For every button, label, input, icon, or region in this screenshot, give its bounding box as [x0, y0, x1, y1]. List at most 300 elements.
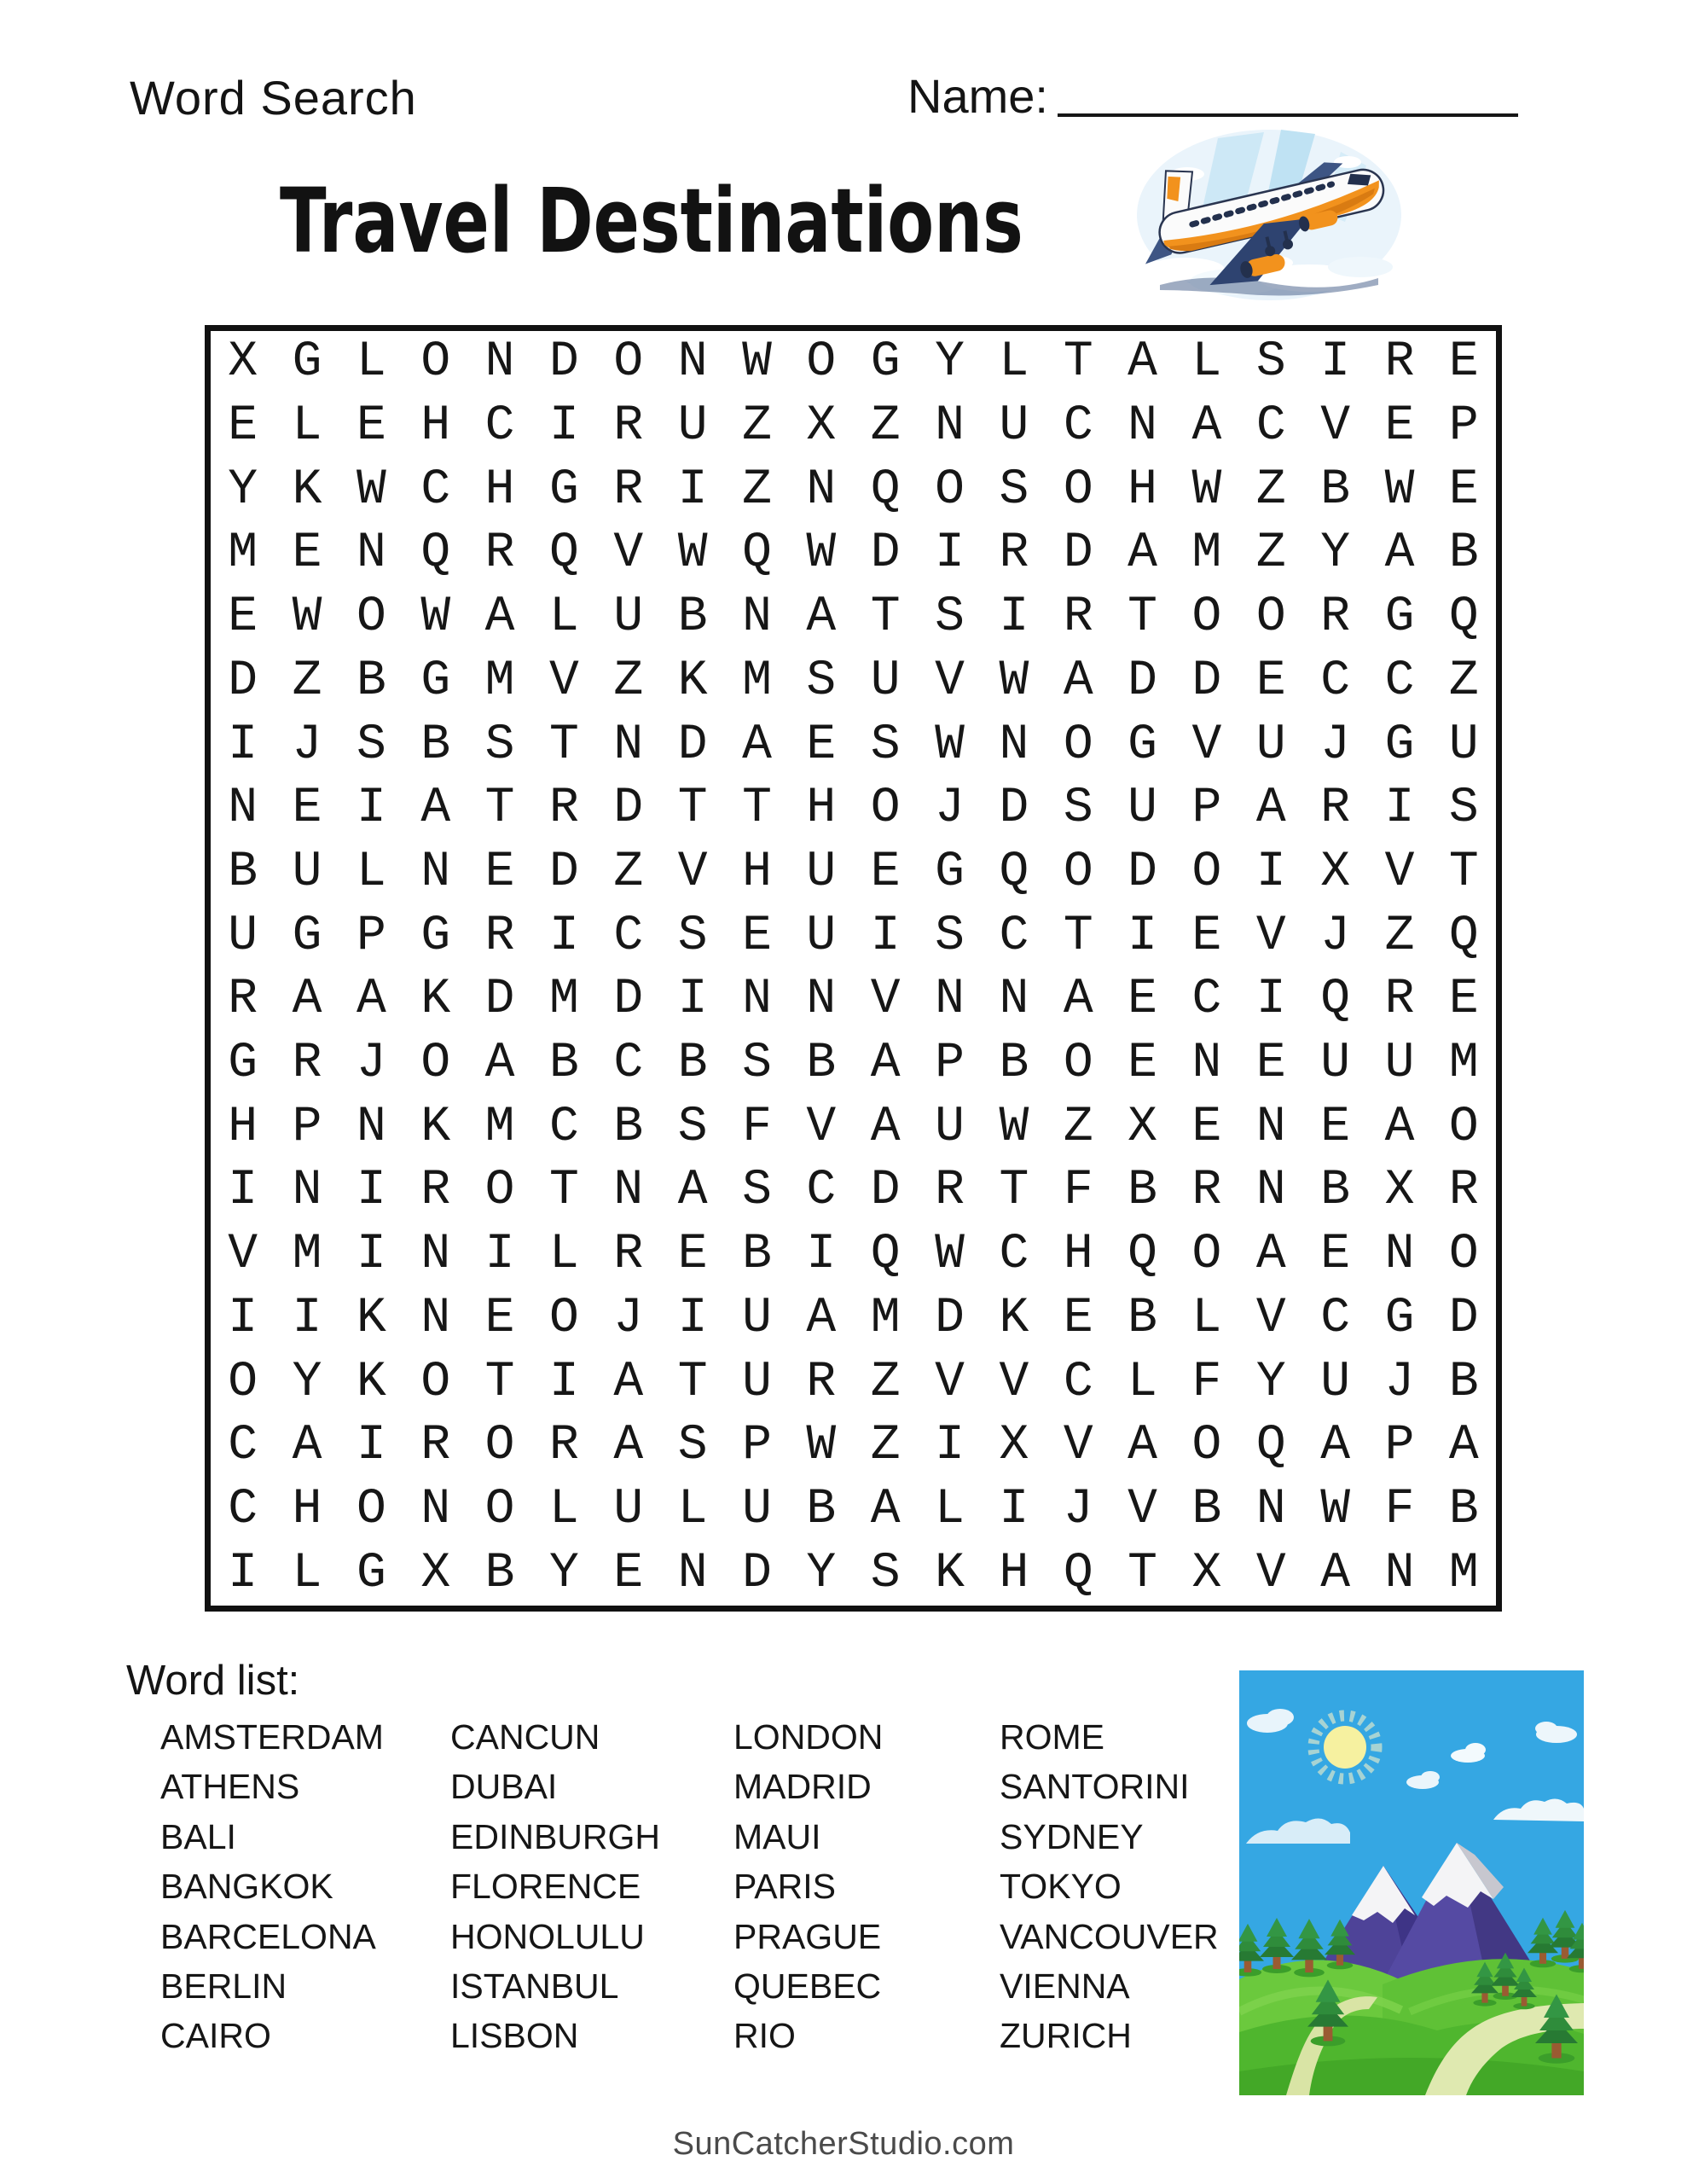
grid-letter: Z	[1448, 653, 1479, 709]
grid-letter: P	[1384, 1418, 1415, 1474]
grid-letter: E	[1255, 1036, 1286, 1092]
grid-letter: F	[1063, 1163, 1093, 1219]
word-list-item: BANGKOK	[160, 1867, 333, 1907]
grid-letter: T	[999, 1163, 1029, 1219]
grid-letter: Z	[870, 1354, 901, 1410]
grid-letter: S	[742, 1163, 772, 1219]
grid-letter: A	[292, 972, 322, 1028]
grid-letter: S	[742, 1036, 772, 1092]
grid-letter: T	[1448, 844, 1479, 900]
grid-letter: D	[935, 1290, 965, 1346]
grid-letter: L	[549, 1227, 579, 1283]
grid-letter: J	[1320, 717, 1351, 773]
grid-letter: V	[1255, 1290, 1286, 1346]
grid-letter: L	[1191, 334, 1222, 391]
grid-letter: T	[549, 717, 579, 773]
grid-letter: L	[1128, 1354, 1157, 1410]
grid-letter: S	[935, 908, 965, 964]
grid-letter: B	[677, 590, 708, 646]
grid-letter: E	[1255, 653, 1286, 709]
grid-letter: Y	[549, 1545, 579, 1601]
word-list-item: LISBON	[450, 2016, 579, 2056]
grid-letter: N	[742, 972, 772, 1028]
grid-letter: H	[484, 462, 515, 518]
grid-letter: S	[1255, 334, 1286, 391]
grid-letter: L	[356, 844, 386, 900]
grid-letter: E	[806, 717, 837, 773]
grid-letter: I	[228, 1163, 258, 1219]
grid-letter: C	[999, 908, 1029, 964]
grid-letter: E	[1448, 462, 1479, 518]
grid-letter: L	[549, 590, 579, 646]
grid-letter: U	[742, 1290, 772, 1346]
grid-letter: E	[1063, 1290, 1093, 1346]
grid-letter: G	[1384, 590, 1415, 646]
grid-letter: O	[1448, 1099, 1479, 1155]
name-blank-line	[1058, 113, 1518, 117]
grid-letter: N	[1255, 1163, 1286, 1219]
grid-letter: S	[935, 590, 965, 646]
word-list-item: VIENNA	[1000, 1966, 1130, 2006]
grid-letter: C	[1191, 972, 1222, 1028]
grid-letter: U	[677, 398, 708, 455]
grid-letter: J	[292, 717, 322, 773]
grid-letter: D	[549, 844, 579, 900]
grid-letter: Q	[1063, 1545, 1093, 1601]
grid-letter: I	[1255, 844, 1286, 900]
grid-letter: Q	[999, 844, 1029, 900]
grid-letter: D	[870, 1163, 901, 1219]
grid-letter: Q	[1448, 908, 1479, 964]
grid-letter: R	[613, 462, 644, 518]
grid-letter: L	[292, 1545, 322, 1601]
grid-letter: B	[1320, 1163, 1351, 1219]
grid-letter: E	[1320, 1227, 1351, 1283]
word-list-item: PARIS	[733, 1867, 836, 1907]
grid-letter: L	[1191, 1290, 1222, 1346]
grid-letter: D	[613, 781, 644, 837]
grid-letter: Q	[549, 526, 579, 582]
grid-letter: F	[1384, 1481, 1415, 1537]
grid-letter: E	[1191, 908, 1222, 964]
grid-letter: S	[677, 1418, 708, 1474]
grid-letter: V	[935, 1354, 965, 1410]
grid-letter: R	[806, 1354, 837, 1410]
grid-letter: I	[228, 1545, 258, 1601]
word-list-item: QUEBEC	[733, 1966, 882, 2006]
grid-letter: A	[806, 590, 837, 646]
grid-letter: B	[1191, 1481, 1222, 1537]
grid-letter: L	[356, 334, 386, 391]
grid-letter: T	[1063, 334, 1093, 391]
grid-letter: Q	[1128, 1227, 1157, 1283]
grid-letter: K	[292, 462, 322, 518]
grid-letter: G	[292, 334, 322, 391]
grid-letter: R	[613, 1227, 644, 1283]
grid-letter: A	[1128, 1418, 1157, 1474]
mountain-landscape-illustration	[1239, 1670, 1584, 2095]
grid-letter: M	[742, 653, 772, 709]
grid-letter: N	[677, 334, 708, 391]
grid-letter: W	[1384, 462, 1415, 518]
grid-letter: G	[870, 334, 901, 391]
grid-letter: I	[1384, 781, 1415, 837]
grid-letter: I	[356, 781, 386, 837]
grid-letter: X	[1320, 844, 1351, 900]
grid-letter: T	[677, 1354, 708, 1410]
grid-letter: D	[613, 972, 644, 1028]
grid-letter: U	[613, 1481, 644, 1537]
grid-letter: A	[1320, 1545, 1351, 1601]
grid-letter: Y	[292, 1354, 322, 1410]
grid-letter: E	[677, 1227, 708, 1283]
airplane-illustration	[1134, 126, 1404, 304]
word-list-item: LONDON	[733, 1717, 884, 1757]
grid-letter: O	[1191, 1418, 1222, 1474]
grid-letter: Z	[292, 653, 322, 709]
grid-letter: D	[1128, 653, 1157, 709]
grid-letter: K	[420, 1099, 451, 1155]
grid-letter: W	[1191, 462, 1222, 518]
grid-letter: H	[292, 1481, 322, 1537]
grid-letter: N	[999, 972, 1029, 1028]
grid-letter: A	[356, 972, 386, 1028]
grid-letter: O	[1448, 1227, 1479, 1283]
grid-letter: O	[935, 462, 965, 518]
grid-letter: V	[613, 526, 644, 582]
grid-letter: N	[420, 844, 451, 900]
grid-letter: E	[292, 781, 322, 837]
grid-letter: M	[1191, 526, 1222, 582]
grid-letter: I	[677, 1290, 708, 1346]
grid-letter: J	[356, 1036, 386, 1092]
grid-letter: A	[613, 1354, 644, 1410]
grid-letter: O	[1255, 590, 1286, 646]
grid-letter: W	[420, 590, 451, 646]
letter-grid	[205, 325, 1502, 1612]
grid-letter: O	[356, 1481, 386, 1537]
grid-letter: A	[870, 1481, 901, 1537]
word-list-item: BARCELONA	[160, 1916, 376, 1956]
grid-letter: S	[806, 653, 837, 709]
grid-letter: N	[613, 717, 644, 773]
grid-letter: B	[613, 1099, 644, 1155]
grid-letter: N	[292, 1163, 322, 1219]
grid-letter: I	[1255, 972, 1286, 1028]
word-list-column	[160, 1712, 384, 2061]
grid-letter: D	[1063, 526, 1093, 582]
grid-letter: F	[1191, 1354, 1222, 1410]
grid-letter: Z	[1255, 462, 1286, 518]
word-list-item: AMSTERDAM	[160, 1717, 384, 1757]
grid-letter: O	[1063, 1036, 1093, 1092]
grid-letter: I	[549, 908, 579, 964]
grid-letter: W	[999, 1099, 1029, 1155]
grid-letter: L	[999, 334, 1029, 391]
grid-letter: B	[228, 844, 258, 900]
grid-letter: R	[1448, 1163, 1479, 1219]
grid-letter: R	[999, 526, 1029, 582]
grid-letter: N	[1191, 1036, 1222, 1092]
grid-letter: E	[1128, 972, 1157, 1028]
grid-letter: G	[420, 908, 451, 964]
grid-letter: C	[484, 398, 515, 455]
grid-letter: H	[420, 398, 451, 455]
grid-letter: E	[356, 398, 386, 455]
grid-letter: C	[999, 1227, 1029, 1283]
grid-letter: H	[742, 844, 772, 900]
word-list-item: VANCOUVER	[1000, 1916, 1219, 1956]
grid-letter: U	[1384, 1036, 1415, 1092]
grid-letter: K	[677, 653, 708, 709]
grid-letter: Z	[1255, 526, 1286, 582]
word-list-item: EDINBURGH	[450, 1816, 661, 1856]
grid-letter: S	[1063, 781, 1093, 837]
grid-letter: T	[1063, 908, 1093, 964]
word-list-label: Word list:	[126, 1658, 300, 1704]
grid-letter: U	[1448, 717, 1479, 773]
grid-letter: A	[613, 1418, 644, 1474]
grid-letter: A	[484, 590, 515, 646]
grid-letter: K	[935, 1545, 965, 1601]
grid-letter: N	[1128, 398, 1157, 455]
grid-letter: E	[292, 526, 322, 582]
grid-letter: C	[1063, 1354, 1093, 1410]
grid-letter: E	[1128, 1036, 1157, 1092]
grid-letter: Z	[870, 398, 901, 455]
word-list-item: ZURICH	[1000, 2016, 1132, 2056]
grid-letter: A	[1384, 526, 1415, 582]
grid-letter: E	[870, 844, 901, 900]
grid-letter: C	[228, 1481, 258, 1537]
grid-letter: I	[228, 717, 258, 773]
grid-letter: A	[1448, 1418, 1479, 1474]
grid-letter: Z	[613, 653, 644, 709]
grid-letter: U	[806, 844, 837, 900]
word-list-item: RIO	[733, 2016, 796, 2056]
grid-letter: K	[356, 1354, 386, 1410]
grid-letter: V	[1063, 1418, 1093, 1474]
grid-letter: G	[1128, 717, 1157, 773]
grid-letter: S	[356, 717, 386, 773]
grid-letter: P	[935, 1036, 965, 1092]
grid-letter: X	[999, 1418, 1029, 1474]
grid-letter: N	[1255, 1099, 1286, 1155]
grid-letter: F	[742, 1099, 772, 1155]
grid-letter: A	[1063, 653, 1093, 709]
grid-letter: T	[484, 781, 515, 837]
grid-letter: O	[420, 1354, 451, 1410]
grid-letter: G	[549, 462, 579, 518]
grid-letter: C	[806, 1163, 837, 1219]
grid-letter: E	[742, 908, 772, 964]
grid-letter: O	[1063, 844, 1093, 900]
grid-letter: V	[999, 1354, 1029, 1410]
grid-letter: G	[292, 908, 322, 964]
worksheet-type-label: Word Search	[130, 71, 417, 125]
grid-letter: Z	[1384, 908, 1415, 964]
grid-letter: V	[1191, 717, 1222, 773]
grid-letter: Y	[1255, 1354, 1286, 1410]
grid-letter: Y	[806, 1545, 837, 1601]
grid-letter: I	[935, 1418, 965, 1474]
grid-letter: W	[935, 1227, 965, 1283]
grid-letter: U	[806, 908, 837, 964]
grid-letter: P	[1191, 781, 1222, 837]
page-title: Travel Destinations	[280, 169, 1023, 273]
grid-letter: D	[484, 972, 515, 1028]
grid-letter: M	[484, 653, 515, 709]
grid-letter: K	[420, 972, 451, 1028]
word-list-item: SYDNEY	[1000, 1816, 1144, 1856]
grid-letter: W	[742, 334, 772, 391]
grid-letter: W	[677, 526, 708, 582]
grid-letter: B	[356, 653, 386, 709]
word-list-item: MAUI	[733, 1816, 821, 1856]
grid-letter: N	[613, 1163, 644, 1219]
grid-letter: C	[228, 1418, 258, 1474]
grid-letter: C	[420, 462, 451, 518]
grid-letter: O	[1191, 1227, 1222, 1283]
grid-letter: O	[870, 781, 901, 837]
grid-letter: O	[549, 1290, 579, 1346]
grid-letter: Y	[228, 462, 258, 518]
grid-letter: I	[228, 1290, 258, 1346]
grid-letter: B	[999, 1036, 1029, 1092]
word-list-item: DUBAI	[450, 1767, 558, 1807]
grid-letter: O	[1191, 590, 1222, 646]
grid-letter: I	[677, 972, 708, 1028]
grid-letter: K	[999, 1290, 1029, 1346]
grid-letter: A	[1384, 1099, 1415, 1155]
grid-letter: X	[1384, 1163, 1415, 1219]
grid-letter: N	[420, 1227, 451, 1283]
grid-letter: W	[292, 590, 322, 646]
grid-letter: D	[677, 717, 708, 773]
grid-letter: N	[742, 590, 772, 646]
grid-letter: T	[742, 781, 772, 837]
grid-letter: N	[806, 462, 837, 518]
grid-letter: S	[677, 908, 708, 964]
grid-letter: Q	[1255, 1418, 1286, 1474]
grid-letter: T	[677, 781, 708, 837]
grid-letter: I	[549, 398, 579, 455]
grid-letter: V	[549, 653, 579, 709]
grid-letter: O	[1063, 717, 1093, 773]
grid-letter: N	[999, 717, 1029, 773]
grid-letter: B	[484, 1545, 515, 1601]
grid-letter: I	[356, 1418, 386, 1474]
grid-letter: R	[935, 1163, 965, 1219]
grid-letter: X	[228, 334, 258, 391]
grid-letter: W	[806, 526, 837, 582]
grid-letter: U	[742, 1354, 772, 1410]
grid-letter: A	[1255, 1227, 1286, 1283]
word-list-item: BERLIN	[160, 1966, 287, 2006]
grid-letter: A	[1063, 972, 1093, 1028]
grid-letter: T	[549, 1163, 579, 1219]
grid-letter: G	[1384, 717, 1415, 773]
grid-letter: N	[1255, 1481, 1286, 1537]
grid-letter: P	[742, 1418, 772, 1474]
grid-letter: T	[870, 590, 901, 646]
grid-letter: B	[549, 1036, 579, 1092]
grid-letter: C	[613, 908, 644, 964]
word-list-item: HONOLULU	[450, 1916, 645, 1956]
grid-letter: T	[1128, 590, 1157, 646]
grid-letter: V	[677, 844, 708, 900]
grid-letter: I	[484, 1227, 515, 1283]
grid-letter: R	[1320, 590, 1351, 646]
grid-letter: G	[1384, 1290, 1415, 1346]
grid-letter: A	[1191, 398, 1222, 455]
grid-letter: E	[613, 1545, 644, 1601]
grid-letter: W	[1320, 1481, 1351, 1537]
grid-letter: A	[1320, 1418, 1351, 1474]
grid-letter: B	[1128, 1290, 1157, 1346]
grid-letter: Z	[742, 462, 772, 518]
grid-letter: B	[1448, 1481, 1479, 1537]
grid-letter: H	[228, 1099, 258, 1155]
grid-letter: Q	[1448, 590, 1479, 646]
grid-letter: E	[228, 398, 258, 455]
grid-letter: U	[870, 653, 901, 709]
grid-letter: C	[1384, 653, 1415, 709]
grid-letter: N	[935, 972, 965, 1028]
grid-letter: I	[870, 908, 901, 964]
grid-letter: Z	[1063, 1099, 1093, 1155]
grid-letter: U	[1128, 781, 1157, 837]
grid-letter: I	[677, 462, 708, 518]
grid-letter: P	[356, 908, 386, 964]
grid-letter: N	[420, 1481, 451, 1537]
grid-letter: A	[1128, 526, 1157, 582]
grid-letter: G	[356, 1545, 386, 1601]
grid-letter: Q	[1320, 972, 1351, 1028]
grid-letter: B	[806, 1036, 837, 1092]
grid-letter: D	[999, 781, 1029, 837]
grid-letter: N	[806, 972, 837, 1028]
grid-letter: V	[1320, 398, 1351, 455]
grid-letter: J	[935, 781, 965, 837]
word-list-column	[450, 1712, 660, 2061]
grid-letter: N	[935, 398, 965, 455]
word-list-item: SANTORINI	[1000, 1767, 1190, 1807]
grid-letter: E	[1384, 398, 1415, 455]
word-list-item: ISTANBUL	[450, 1966, 619, 2006]
grid-letter: U	[999, 398, 1029, 455]
grid-letter: R	[549, 781, 579, 837]
grid-letter: E	[228, 590, 258, 646]
grid-letter: R	[1320, 781, 1351, 837]
grid-letter: X	[420, 1545, 451, 1601]
grid-letter: S	[677, 1099, 708, 1155]
grid-letter: D	[549, 334, 579, 391]
grid-letter: N	[356, 1099, 386, 1155]
grid-letter: X	[1128, 1099, 1157, 1155]
grid-letter: U	[292, 844, 322, 900]
grid-letter: Q	[742, 526, 772, 582]
grid-letter: S	[999, 462, 1029, 518]
grid-letter: R	[292, 1036, 322, 1092]
grid-letter: G	[420, 653, 451, 709]
grid-letter: V	[1384, 844, 1415, 900]
word-list-item: ROME	[1000, 1717, 1104, 1757]
grid-letter: O	[806, 334, 837, 391]
grid-letter: O	[420, 334, 451, 391]
grid-letter: S	[870, 1545, 901, 1601]
grid-letter: Q	[870, 462, 901, 518]
